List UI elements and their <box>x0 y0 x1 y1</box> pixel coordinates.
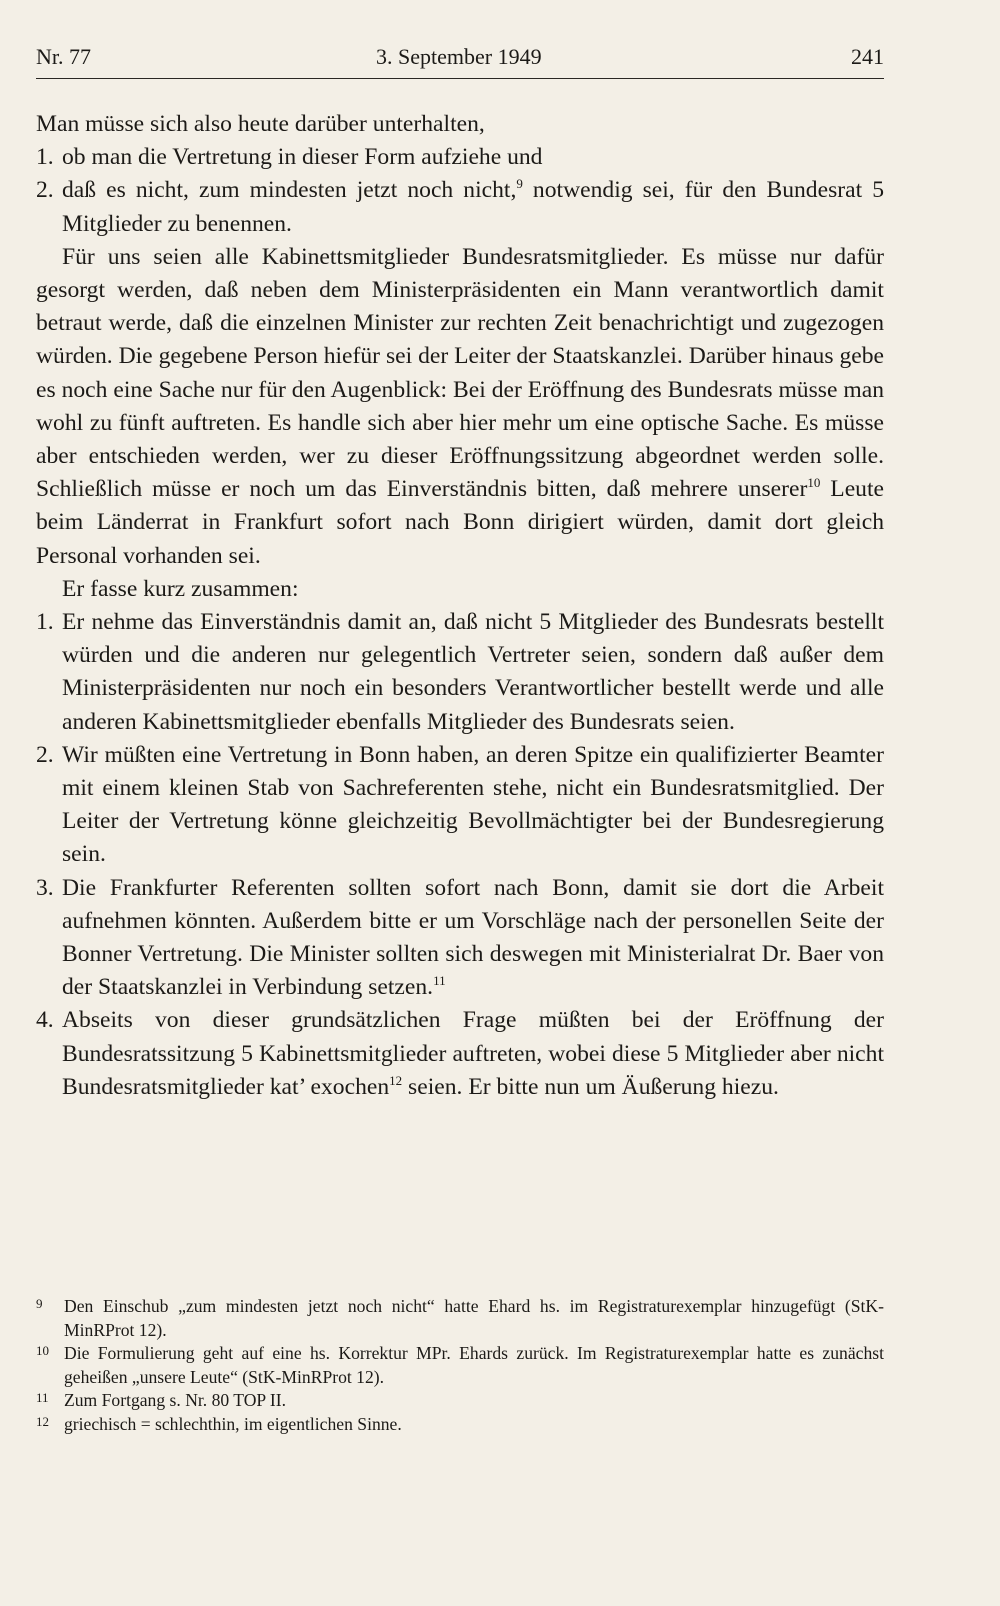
footnote-text: Zum Fortgang s. Nr. 80 TOP II. <box>64 1390 287 1411</box>
list-text-part: Abseits von dieser grundsätzlichen Frage müßten bei der Eröffnung der Bundesratssitzung 5 Kabinettsmitglieder auftreten, wobei diese 5 Mitglieder aber nicht Bundesratsmitglieder kat’ exochen <box>62 1007 884 1100</box>
footnote-number: 11 <box>36 1390 49 1406</box>
list-item <box>36 606 884 739</box>
paragraph-text-part: Leute beim Länderrat in Frankfurt sofort nach Bonn dirigiert würden, damit dort gleich Personal vorhanden sei. <box>36 476 884 569</box>
list-text-part: daß es nicht, zum mindesten jetzt noch nicht, <box>62 177 517 204</box>
list-item <box>36 1004 884 1104</box>
paragraph-intro: Man müsse sich also heute darüber unterhalten, <box>36 111 485 137</box>
footnote-number: 10 <box>36 1343 49 1359</box>
list-text: Wir müßten eine Vertretung in Bonn haben, an deren Spitze ein qualifizierter Beamter mit einem kleinen Stab von Sachreferenten stehe, nicht ein Bundesratsmitglied. Der Leiter der Vertretung könne gleichzeitig Bevollmächtigter bei der Bundesregierung sein. <box>62 741 884 868</box>
list-number: 1. <box>36 609 54 636</box>
list-item <box>36 739 884 872</box>
footnote-ref: 12 <box>389 1073 403 1089</box>
paragraph-summary-intro: Er fasse kurz zusammen: <box>62 575 299 602</box>
list-text: ob man die Vertretung in dieser Form aufziehe und <box>62 144 543 171</box>
list-text <box>62 872 884 1005</box>
list-item <box>36 174 884 240</box>
footnotes <box>36 1295 884 1437</box>
list-text <box>62 1004 884 1104</box>
footnote-number: 9 <box>36 1296 43 1311</box>
list-number: 3. <box>36 874 54 901</box>
footnote-ref: 9 <box>516 176 523 192</box>
footnote-number: 12 <box>36 1413 49 1429</box>
list-number: 2. <box>36 177 54 204</box>
list-text-part: seien. Er bitte nun um Äußerung hiezu. <box>402 1073 779 1100</box>
document-number: Nr. 77 <box>36 44 91 69</box>
list-number: 4. <box>36 1007 54 1034</box>
footnote-text: griechisch = schlechthin, im eigentlichen Sinne. <box>64 1413 402 1434</box>
list-number: 1. <box>36 144 54 171</box>
list-number: 2. <box>36 741 54 768</box>
footnote-ref: 10 <box>807 475 821 491</box>
footnote-text: Den Einschub „zum mindesten jetzt noch nicht“ hatte Ehard hs. im Registraturexemplar hinzugefügt (StK-MinRProt 12). <box>64 1296 884 1340</box>
footnote <box>36 1295 884 1342</box>
footnote <box>36 1342 884 1389</box>
list-text-part: notwendig sei, für den Bundesrat 5 Mitglieder zu benennen. <box>62 177 884 237</box>
list-text-part: Die Frankfurter Referenten sollten sofort nach Bonn, damit sie dort die Arbeit aufnehmen könnten. Außerdem bitte er um Vorschläge nach der personellen Seite der Bonner Vertretung. Die Minister sollten sich deswegen mit Ministerialrat Dr. Baer von der Staatskanzlei in Verbindung setzen. <box>62 874 884 1001</box>
header-date: 3. September 1949 <box>376 44 542 69</box>
running-header <box>36 42 884 79</box>
paragraph-text-part: Für uns seien alle Kabinettsmitglieder Bundesratsmitglieder. Es müsse nur dafür gesorgt werden, daß neben dem Ministerpräsidenten ein Mann verantwortlich damit betraut werde, daß die einzelnen Minister zur rechten Zeit benachrichtigt und zugezogen würden. Die gegebene Person hiefür sei der Leiter der Staatskanzlei. Darüber hinaus gebe es noch eine Sache nur für den Augenblick: Bei der Eröffnung des Bundesrats müsse man wohl zu fünft auftreten. Es handle sich aber hier mehr um eine optische Sache. Es müsse aber entschieden werden, wer zu dieser Eröffnungssitzung abgeordnet werden solle. Schließlich müsse er noch um das Einverständnis bitten, daß mehrere unserer <box>36 243 884 503</box>
list-text <box>62 174 884 240</box>
list-item <box>36 872 884 1005</box>
footnote <box>36 1389 884 1413</box>
footnote <box>36 1413 884 1437</box>
footnote-text: Die Formulierung geht auf eine hs. Korrektur MPr. Ehards zurück. Im Registraturexemplar hatte es zunächst geheißen „unsere Leute“ (StK-MinRProt 12). <box>64 1343 884 1387</box>
list-item <box>36 141 884 174</box>
body-text <box>36 108 884 1104</box>
footnote-ref: 11 <box>433 973 446 989</box>
list-text: Er nehme das Einverständnis damit an, daß nicht 5 Mitglieder des Bundesrats bestellt würden und die anderen nur gelegentlich Vertreter seien, sondern daß außer dem Ministerpräsidenten nur noch ein besonders Verantwortlicher bestellt werde und alle anderen Kabinettsmitglieder ebenfalls Mitglieder des Bundesrats seien. <box>62 609 884 735</box>
paragraph-main <box>36 241 884 573</box>
page-number: 241 <box>851 44 884 69</box>
